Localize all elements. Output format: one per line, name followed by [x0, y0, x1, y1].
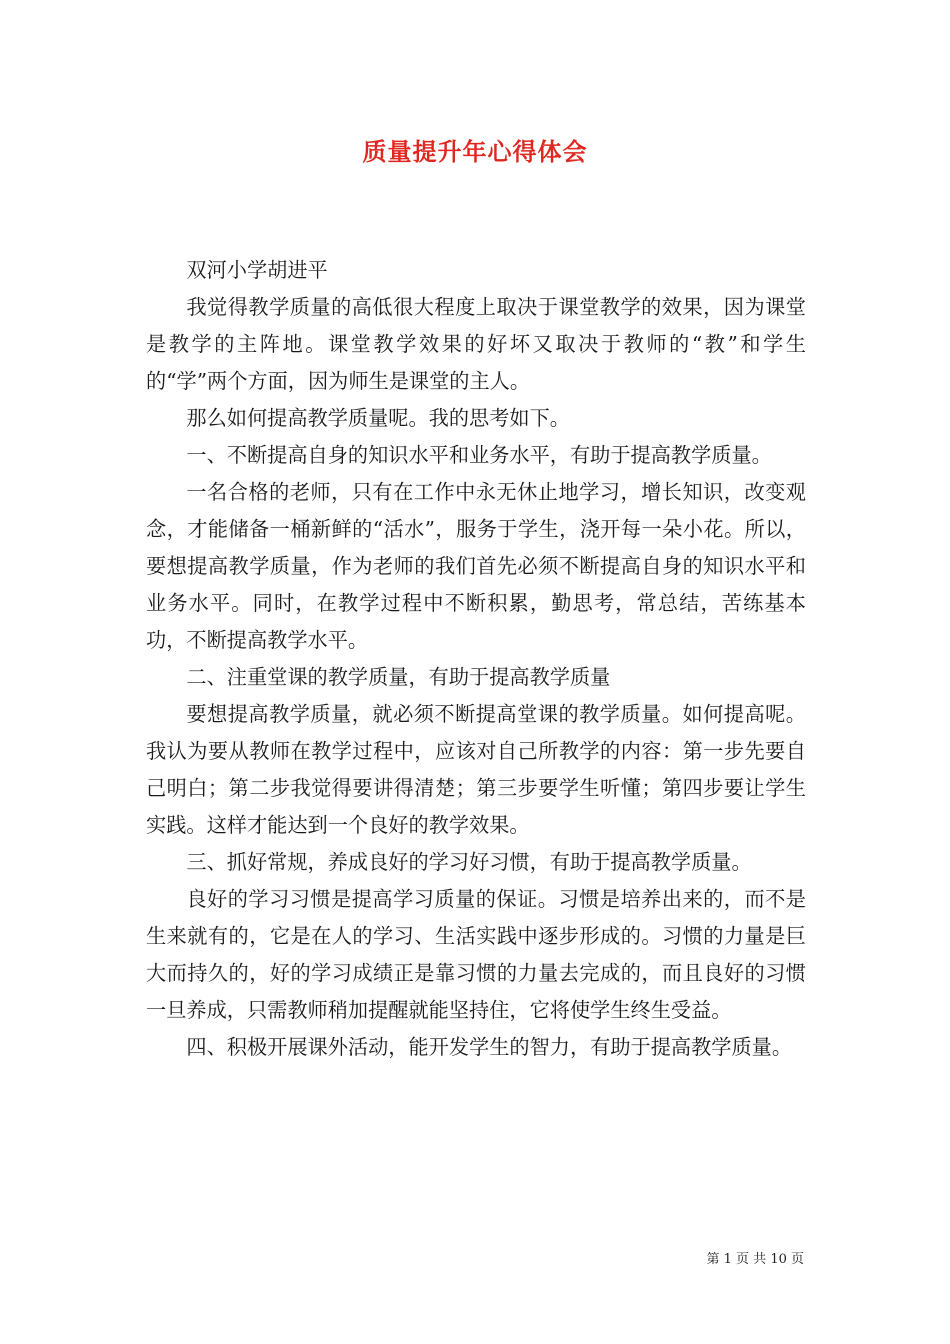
section-heading: 二、注重堂课的教学质量，有助于提高教学质量	[186, 665, 611, 689]
paragraph: 那么如何提高教学质量呢。我的思考如下。	[186, 406, 570, 430]
document-title: 质量提升年心得体会	[362, 138, 588, 166]
section-heading: 四、积极开展课外活动，能开发学生的智力，有助于提高教学质量。	[186, 1035, 793, 1059]
paragraph: 我觉得教学质量的高低很大程度上取决于课堂教学的效果，因为课堂是教学的主阵地。课堂教学效果的好坏又取决于教师的“教”和学生的“学”两个方面，因为师生是课堂的主人。	[146, 295, 806, 393]
author-line: 双河小学胡进平	[186, 258, 328, 282]
page-number: 第 1 页 共 10 页	[706, 1252, 804, 1267]
paragraph: 要想提高教学质量，就必须不断提高堂课的教学质量。如何提高呢。我认为要从教师在教学过程中，应该对自己所教学的内容：第一步先要自己明白；第二步我觉得要讲得清楚；第三步要学生听懂；第四步要让学生实践。这样才能达到一个良好的教学效果。	[146, 702, 806, 837]
paragraph: 一名合格的老师，只有在工作中永无休止地学习，增长知识，改变观念，才能储备一桶新鲜的“活水”，服务于学生，浇开每一朵小花。所以，要想提高教学质量，作为老师的我们首先必须不断提高自身的知识水平和业务水平。同时，在教学过程中不断积累，勤思考，常总结，苦练基本功，不断提高教学水平。	[146, 480, 806, 652]
section-heading: 一、不断提高自身的知识水平和业务水平，有助于提高教学质量。	[186, 443, 772, 467]
document-body	[146, 252, 806, 1066]
section-heading: 三、抓好常规，养成良好的学习好习惯，有助于提高教学质量。	[186, 850, 752, 874]
paragraph: 良好的学习习惯是提高学习质量的保证。习惯是培养出来的，而不是生来就有的，它是在人的学习、生活实践中逐步形成的。习惯的力量是巨大而持久的，好的学习成绩正是靠习惯的力量去完成的，而且良好的习惯一旦养成，只需教师稍加提醒就能坚持住，它将使学生终生受益。	[146, 887, 806, 1022]
